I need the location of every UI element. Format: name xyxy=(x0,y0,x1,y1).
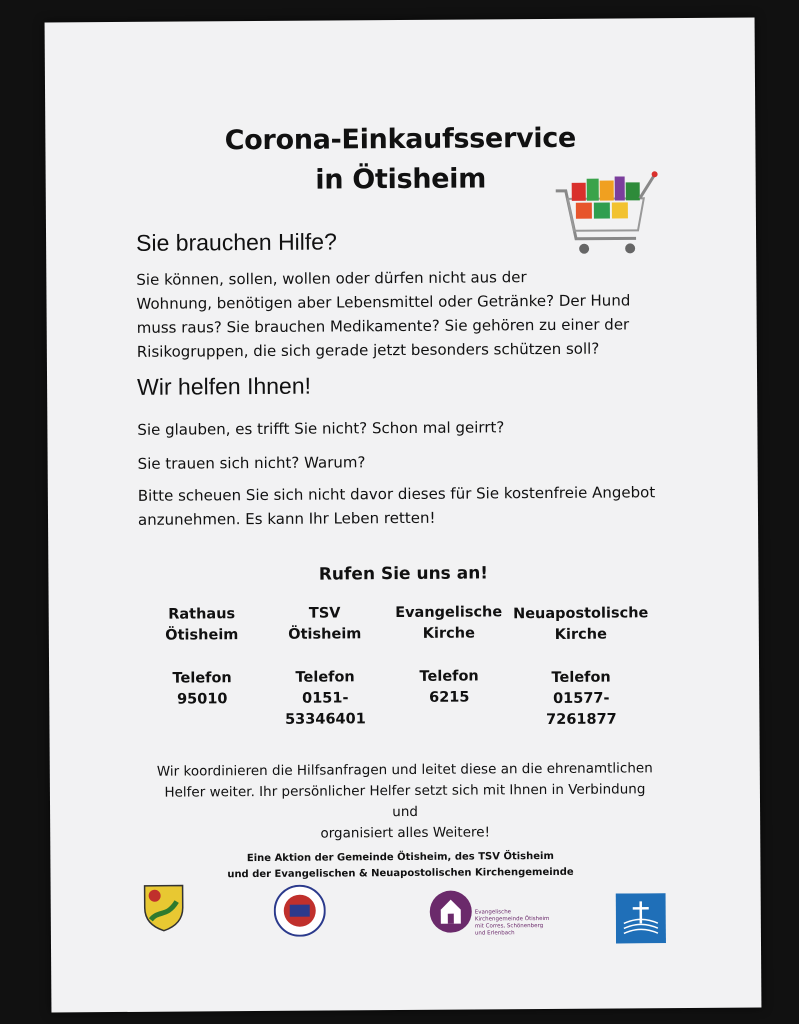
flyer-page xyxy=(45,18,762,1013)
intro-line-2: Wohnung, benötigen aber Lebensmittel oder Getränke? Der Hund xyxy=(136,291,631,313)
evangelische-logo-text xyxy=(475,909,555,938)
offer-line-2: anzunehmen. Es kann Ihr Leben retten! xyxy=(137,508,436,529)
phone-number: 6215 xyxy=(429,689,470,706)
ev-logo-line: mit Corres, Schönenberg xyxy=(474,923,544,930)
phone-label: Telefon xyxy=(551,669,611,686)
credit-line-2: und der Evangelischen & Neuapostolischen Kirchengemeinde xyxy=(227,866,574,881)
evangelische-kirche-logo-icon xyxy=(429,890,473,934)
intro-line-3: muss raus? Sie brauchen Medikamente? Sie gehören zu einer der xyxy=(136,315,630,337)
intro-paragraph xyxy=(136,264,657,364)
contact-name: Kirche xyxy=(554,626,607,643)
phone-number: 95010 xyxy=(176,691,228,708)
credit-line-1: Eine Aktion der Gemeinde Ötisheim, des TSV Ötisheim xyxy=(246,850,554,865)
contact-neuapostolische-kirche xyxy=(511,603,652,731)
tsv-logo-icon xyxy=(274,885,326,937)
coord-line-2: Helfer weiter. Ihr persönlicher Helfer setzt sich mit Ihnen in Verbindung und xyxy=(164,781,646,821)
contact-name: Ötisheim xyxy=(288,626,362,643)
phone-number: 53346401 xyxy=(285,711,366,728)
contact-name: Ötisheim xyxy=(165,627,239,644)
phone-number: 01577- xyxy=(552,690,610,707)
contact-tsv xyxy=(255,603,396,731)
gemeinde-coat-of-arms-icon xyxy=(143,884,185,932)
phone-number: 7261877 xyxy=(546,711,617,729)
coordination-note xyxy=(150,758,661,846)
contact-name: TSV xyxy=(308,605,341,622)
paragraph-offer xyxy=(138,480,668,532)
contact-rathaus xyxy=(132,604,273,711)
heading-need-help: Sie brauchen Hilfe? xyxy=(136,228,337,256)
contact-name: Neuapostolische xyxy=(512,605,649,623)
intro-line-4: Risikogruppen, die sich gerade jetzt besonders schützen soll? xyxy=(136,339,600,361)
coord-line-3: organisiert alles Weitere! xyxy=(320,824,491,842)
contact-name: Evangelische xyxy=(395,604,503,622)
title-line-1: Corona-Einkaufsservice xyxy=(224,122,577,157)
ev-logo-line: und Erlenbach xyxy=(474,930,515,937)
coord-line-1: Wir koordinieren die Hilfsanfragen und leitet diese an die ehrenamtlichen xyxy=(156,760,653,780)
offer-line-1: Bitte scheuen Sie sich nicht davor dieses für Sie kostenfreie Angebot xyxy=(137,483,656,505)
ev-logo-line: Kirchengemeinde Ötisheim xyxy=(474,915,550,923)
neuapostolische-kirche-logo-icon xyxy=(616,893,666,943)
contact-name: Kirche xyxy=(422,625,475,642)
phone-label: Telefon xyxy=(295,669,355,686)
contact-evangelische-kirche xyxy=(379,602,520,709)
phone-label: Telefon xyxy=(172,670,232,687)
paragraph-dare: Sie trauen sich nicht? Warum? xyxy=(137,453,366,473)
contact-name: Rathaus xyxy=(168,606,236,623)
phone-number: 0151- xyxy=(302,690,349,707)
campaign-credit xyxy=(190,849,610,884)
title-line-2: in Ötisheim xyxy=(315,163,487,196)
ev-logo-line: Evangelische xyxy=(474,909,512,916)
shopping-cart-icon xyxy=(554,168,665,264)
paragraph-belief: Sie glauben, es trifft Sie nicht? Schon mal geirrt? xyxy=(137,418,505,439)
intro-line-1: Sie können, sollen, wollen oder dürfen nicht aus der xyxy=(136,268,527,289)
phone-label: Telefon xyxy=(419,668,479,685)
call-us-heading: Rufen Sie uns an! xyxy=(318,563,489,585)
heading-we-help: Wir helfen Ihnen! xyxy=(137,372,312,400)
